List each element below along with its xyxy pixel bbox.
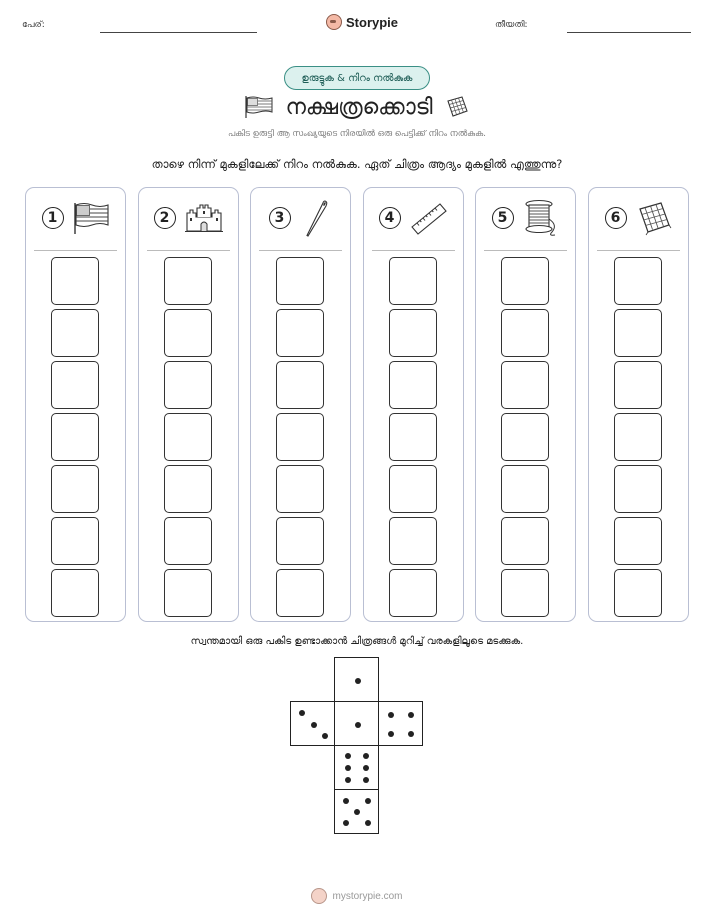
column-1 [25, 187, 126, 622]
color-box[interactable] [389, 257, 437, 305]
footer-url[interactable]: mystorypie.com [332, 890, 403, 902]
flag-icon [244, 95, 274, 119]
die-pip [408, 731, 414, 737]
color-box[interactable] [501, 465, 549, 513]
color-box[interactable] [276, 413, 324, 461]
color-box[interactable] [501, 413, 549, 461]
column-number: 4 [379, 207, 401, 229]
color-box[interactable] [501, 309, 549, 357]
color-box[interactable] [276, 465, 324, 513]
color-box[interactable] [164, 465, 212, 513]
die-face-5 [334, 789, 379, 834]
die-pip [388, 712, 394, 718]
color-box[interactable] [164, 569, 212, 617]
column-5 [475, 187, 576, 622]
fold-instruction: സ്വന്തമായി ഒരു പകിട ഉണ്ടാക്കാൻ ചിത്രങ്ങൾ മുറിച്ച് വരകളിലൂടെ മടക്കുക. [190, 636, 524, 647]
die-pip [345, 753, 351, 759]
color-box[interactable] [164, 361, 212, 409]
ruler-icon [409, 200, 449, 236]
color-box[interactable] [276, 517, 324, 565]
color-box[interactable] [389, 309, 437, 357]
color-box[interactable] [276, 569, 324, 617]
die-face-1 [334, 657, 379, 702]
title-text: നക്ഷത്രക്കൊടി [285, 94, 433, 120]
die-pip [311, 722, 317, 728]
color-box[interactable] [276, 361, 324, 409]
column-number: 6 [605, 207, 627, 229]
color-box[interactable] [389, 517, 437, 565]
subtitle: പകിട ഉരുട്ടി ആ സംഖ്യയുടെ നിരയിൽ ഒരു പെട്ടിക്ക് നിറം നൽകുക. [228, 129, 486, 139]
thread-spool-icon [522, 199, 560, 237]
column-6 [588, 187, 689, 622]
die-face-4 [378, 701, 423, 746]
die-pip [354, 809, 360, 815]
storypie-logo-icon [326, 14, 342, 30]
column-number: 1 [42, 207, 64, 229]
column-divider [597, 250, 680, 251]
die-pip [299, 710, 305, 716]
color-box[interactable] [501, 569, 549, 617]
color-box[interactable] [164, 413, 212, 461]
die-pip [365, 820, 371, 826]
die-face-1b [334, 701, 379, 746]
column-2 [138, 187, 239, 622]
date-label: തീയതി: [495, 20, 528, 30]
color-box[interactable] [614, 257, 662, 305]
die-pip [355, 678, 361, 684]
instruction: താഴെ നിന്ന് മുകളിലേക്ക് നിറം നൽകുക. ഏത് ചിത്രം ആദ്യം മുകളിൽ എത്തുന്നു? [151, 157, 563, 171]
color-box[interactable] [164, 517, 212, 565]
color-box[interactable] [501, 361, 549, 409]
die-pip [355, 722, 361, 728]
color-box[interactable] [51, 465, 99, 513]
die-pip [363, 777, 369, 783]
storypie-logo-icon [311, 888, 327, 904]
die-pip [343, 798, 349, 804]
color-box[interactable] [614, 361, 662, 409]
die-pip [408, 712, 414, 718]
die-pip [345, 765, 351, 771]
die-pip [343, 820, 349, 826]
column-divider [34, 250, 117, 251]
name-line[interactable] [100, 32, 257, 33]
color-box[interactable] [51, 309, 99, 357]
footer [0, 888, 714, 904]
column-divider [147, 250, 230, 251]
color-box[interactable] [51, 517, 99, 565]
color-box[interactable] [389, 569, 437, 617]
column-4 [363, 187, 464, 622]
column-divider [259, 250, 342, 251]
color-box[interactable] [389, 413, 437, 461]
color-box[interactable] [51, 413, 99, 461]
date-line[interactable] [567, 32, 691, 33]
castle-icon [184, 203, 224, 233]
brand-name: Storypie [346, 14, 399, 30]
column-divider [372, 250, 455, 251]
color-box[interactable] [614, 569, 662, 617]
color-box[interactable] [614, 309, 662, 357]
color-box[interactable] [51, 361, 99, 409]
die-pip [363, 753, 369, 759]
color-box[interactable] [389, 465, 437, 513]
column-number: 3 [269, 207, 291, 229]
die-face-3 [290, 701, 335, 746]
die-pip [363, 765, 369, 771]
color-box[interactable] [501, 517, 549, 565]
column-divider [484, 250, 567, 251]
name-label: പേര്: [22, 20, 45, 30]
quilt-icon [635, 200, 673, 236]
column-number: 2 [154, 207, 176, 229]
die-pip [322, 733, 328, 739]
color-box[interactable] [164, 257, 212, 305]
column-3 [250, 187, 351, 622]
color-box[interactable] [51, 257, 99, 305]
color-box[interactable] [614, 413, 662, 461]
die-pip [365, 798, 371, 804]
brand [326, 14, 398, 30]
color-box[interactable] [614, 465, 662, 513]
color-box[interactable] [276, 309, 324, 357]
activity-badge: ഉരുട്ടുക & നിറം നൽകുക [284, 66, 430, 90]
color-box[interactable] [51, 569, 99, 617]
quilt-icon [444, 95, 470, 119]
die-face-6 [334, 745, 379, 790]
page-title [232, 92, 482, 122]
color-box[interactable] [389, 361, 437, 409]
die-pip [345, 777, 351, 783]
flag-icon [72, 201, 110, 235]
needle-icon [299, 198, 333, 238]
color-box[interactable] [276, 257, 324, 305]
column-number: 5 [492, 207, 514, 229]
die-pip [388, 731, 394, 737]
color-box[interactable] [164, 309, 212, 357]
color-box[interactable] [501, 257, 549, 305]
color-box[interactable] [614, 517, 662, 565]
